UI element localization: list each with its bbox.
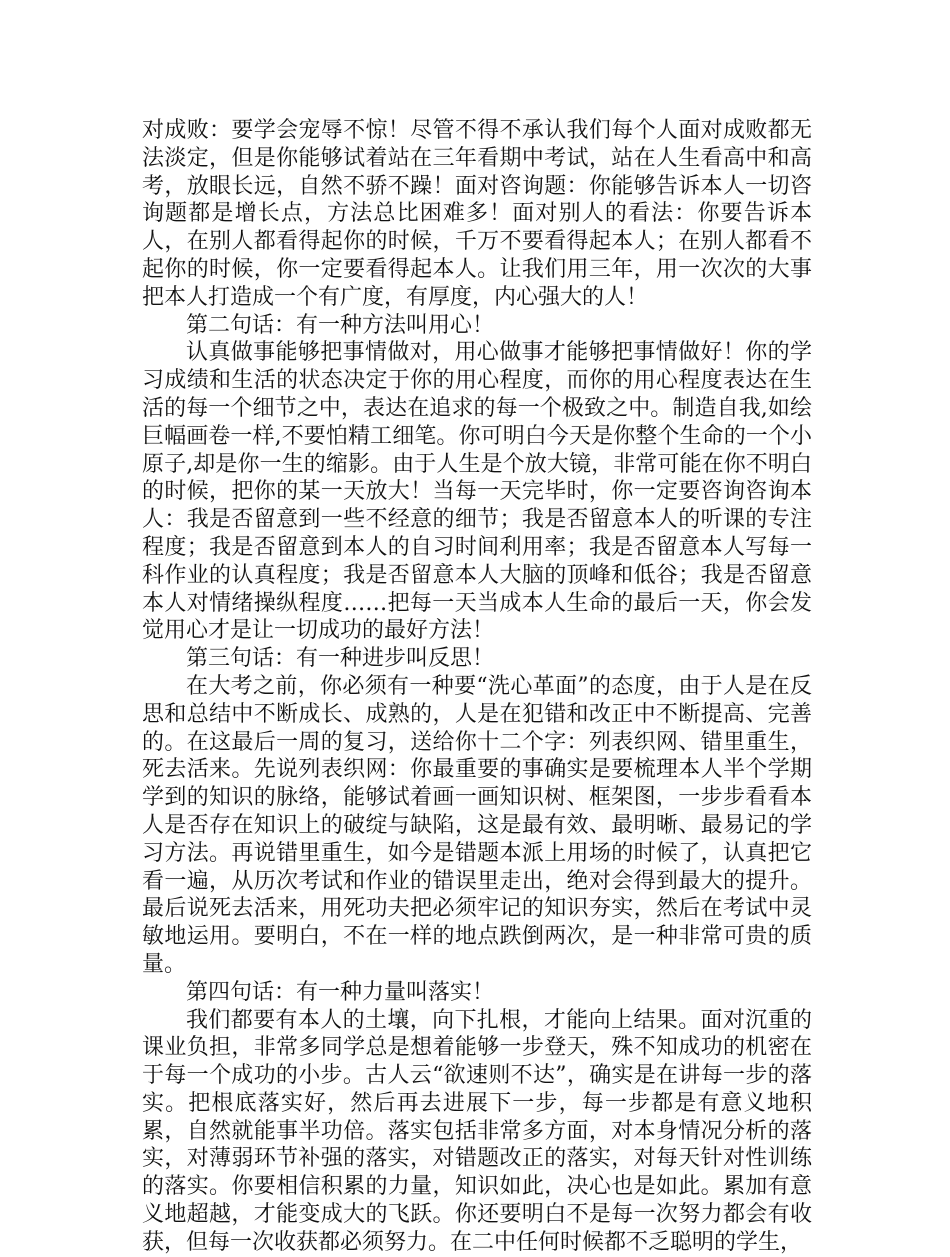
document-body — [142, 117, 812, 1257]
paragraph-on-success-failure: 对成败：要学会宠辱不惊！尽管不得不承认我们每个人面对成败都无法淡定，但是你能够试着站在三年看期中考试，站在人生看高中和高考，放眼长远，自然不骄不躁！面对咨询题：你能够告诉本人一切咨询题都是增长点，方法总比困难多！面对别人的看法：你要告诉本人，在别人都看得起你的时候，千万不要看得起本人；在别人都看不起你的时候，你一定要看得起本人。让我们用三年，用一次次的大事把本人打造成一个有广度，有厚度，内心强大的人！ — [142, 118, 812, 310]
paragraph-on-attentiveness: 认真做事能够把事情做对，用心做事才能够把事情做好！你的学习成绩和生活的状态决定于你的用心程度，而你的用心程度表达在生活的每一个细节之中，表达在追求的每一个极致之中。制造自我,如绘巨幅画卷一样,不要怕精工细笔。你可明白今天是你整个生命的一个小原子,却是你一生的缩影。由于人生是个放大镜，非常可能在你不明白的时候，把你的某一天放大！当每一天完毕时，你一定要咨询咨询本人：我是否留意到一些不经意的细节；我是否留意本人的听课的专注程度；我是否留意到本人的自习时间利用率；我是否留意本人写每一科作业的认真程度；我是否留意本人大脑的顶峰和低谷；我是否留意本人对情绪操纵程度……把每一天当成本人生命的最后一天，你会发觉用心才是让一切成功的最好方法！ — [142, 340, 812, 644]
heading-second-sentence: 第二句话：有一种方法叫用心！ — [186, 312, 495, 338]
paragraph-on-implementation: 我们都要有本人的土壤，向下扎根，才能向上结果。面对沉重的课业负担，非常多同学总是想着能够一步登天，殊不知成功的机密在于每一个成功的小步。古人云“欲速则不达”，确实是在讲每一步的落实。把根底落实好，然后再去进展下一步，每一步都是有意义地积累，自然就能事半功倍。落实包括非常多方面，对本身情况分析的落实，对薄弱环节补强的落实，对错题改正的落实，对每天针对性训练的落实。你要相信积累的力量，知识如此，决心也是如此。累加有意义地超越，才能变成大的飞跃。你还要明白不是每一次努力都会有收获，但每一次收获都必须努力。在二中任何时候都不乏聪明的学生， — [142, 1007, 812, 1255]
heading-third-sentence: 第三句话：有一种进步叫反思！ — [186, 646, 495, 672]
paragraph-on-reflection: 在大考之前，你必须有一种要“洗心革面”的态度，由于人是在反思和总结中不断成长、成熟的，人是在犯错和改正中不断提高、完善的。在这最后一周的复习，送给你十二个字：列表织网、错里重生，死去活来。先说列表织网：你最重要的事确实是要梳理本人半个学期学到的知识的脉络，能够试着画一画知识树、框架图，一步步看看本人是否存在知识上的破绽与缺陷，这是最有效、最明晰、最易记的学习方法。再说错里重生，如今是错题本派上用场的时候了，认真把它看一遍，从历次考试和作业的错误里走出，绝对会得到最大的提升。最后说死去活来，用死功夫把必须牢记的知识夯实，然后在考试中灵敏地运用。要明白，不在一样的地点跌倒两次，是一种非常可贵的质量。 — [142, 673, 812, 977]
heading-fourth-sentence: 第四句话：有一种力量叫落实！ — [186, 979, 495, 1005]
